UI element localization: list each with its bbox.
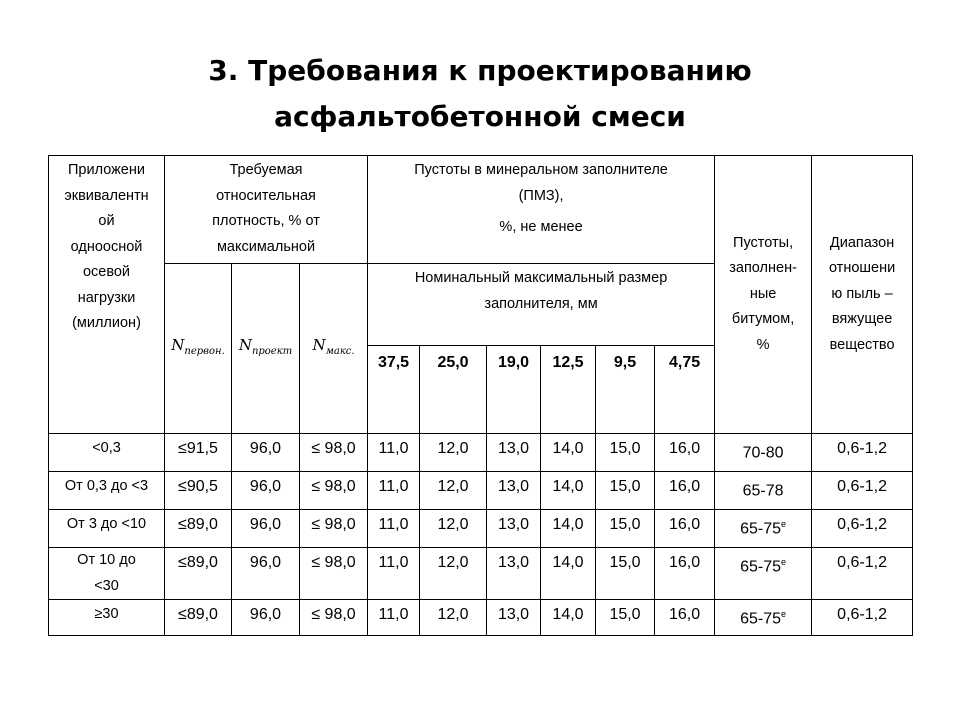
cell: ≤ 98,0: [300, 472, 368, 510]
cell: 15,0: [596, 600, 655, 636]
vfa-value: 65-75: [740, 558, 782, 576]
header-vfa-line: ные: [749, 285, 777, 302]
page-title: [0, 48, 960, 140]
header-load-line: (миллион): [72, 315, 141, 331]
cell: 16,0: [655, 600, 715, 636]
dust-cell: 0,6-1,2: [812, 600, 913, 636]
n-symbol: N: [171, 335, 185, 354]
table-row: [49, 434, 913, 472]
cell: 16,0: [655, 548, 715, 600]
vfa-value: 70-80: [742, 444, 784, 462]
header-density-line: относительная: [216, 187, 316, 204]
header-pmz-line: Пустоты в минеральном заполнителе: [414, 162, 668, 178]
cell: 16,0: [655, 510, 715, 548]
header-load-line: Приложени: [68, 162, 145, 178]
cell: 13,0: [487, 472, 541, 510]
vfa-value: 65-78: [742, 482, 784, 500]
row-load: От 10 до <30: [49, 548, 165, 600]
n-subscript: первон.: [184, 345, 225, 357]
cell: 12,0: [420, 548, 487, 600]
size-cell: 12,5: [541, 346, 596, 434]
table-row: [49, 472, 913, 510]
n-symbol: N: [238, 335, 252, 354]
cell: 11,0: [368, 472, 420, 510]
cell: 15,0: [596, 510, 655, 548]
dust-cell: 0,6-1,2: [812, 434, 913, 472]
cell: 12,0: [420, 434, 487, 472]
n-symbol: N: [312, 335, 326, 354]
n-subscript: макс.: [325, 345, 355, 357]
cell: 14,0: [541, 548, 596, 600]
header-density-line: плотность, % от: [212, 213, 320, 229]
header-load: [49, 156, 165, 434]
cell: 15,0: [596, 472, 655, 510]
table-row: [49, 548, 913, 600]
cell: 96,0: [232, 510, 300, 548]
size-cell: 4,75: [655, 346, 715, 434]
cell: 14,0: [541, 510, 596, 548]
header-load-line: осевой: [82, 264, 131, 280]
size-cell: 37,5: [368, 346, 420, 434]
vfa-cell: [715, 548, 812, 600]
header-dust-line: Диапазон: [829, 234, 895, 251]
row-load: ≥30: [49, 600, 165, 636]
cell: 11,0: [368, 600, 420, 636]
row-load: <0,3: [49, 434, 165, 472]
table-row: [49, 600, 913, 636]
header-nominal-size: [368, 264, 715, 346]
n-subscript: проект: [251, 345, 293, 357]
header-row-1: [49, 156, 913, 264]
cell: ≤89,0: [165, 510, 232, 548]
cell: 16,0: [655, 434, 715, 472]
cell: 13,0: [487, 600, 541, 636]
cell: 96,0: [232, 600, 300, 636]
header-dust-line: отношени: [828, 260, 896, 277]
cell: 12,0: [420, 510, 487, 548]
table-row: [49, 510, 913, 548]
cell: ≤ 98,0: [300, 510, 368, 548]
cell: ≤ 98,0: [300, 434, 368, 472]
vfa-note: е: [781, 519, 787, 529]
cell: 13,0: [487, 434, 541, 472]
header-load-line: ой: [98, 213, 115, 229]
cell: 16,0: [655, 472, 715, 510]
vfa-cell: [715, 434, 812, 472]
row-load: От 3 до <10: [49, 510, 165, 548]
title-line-2: асфальтобетонной смеси: [274, 100, 686, 133]
header-load-line: нагрузки: [77, 289, 136, 306]
dust-cell: 0,6-1,2: [812, 510, 913, 548]
vfa-value: 65-75: [740, 520, 782, 538]
cell: 14,0: [541, 434, 596, 472]
header-density-line: Требуемая: [229, 162, 303, 178]
header-nominal-line: заполнителя, мм: [484, 295, 598, 312]
cell: ≤89,0: [165, 600, 232, 636]
vfa-note: е: [781, 557, 787, 567]
header-n-max: [300, 264, 368, 434]
header-voids-bitumen: [715, 156, 812, 434]
header-n-initial: [165, 264, 232, 434]
header-dust-line: вяжущее: [831, 311, 893, 328]
title-line-1: 3. Требования к проектированию: [208, 54, 752, 87]
vfa-note: е: [781, 609, 787, 619]
cell: 13,0: [487, 548, 541, 600]
vfa-cell: [715, 510, 812, 548]
cell: 15,0: [596, 548, 655, 600]
dust-cell: 0,6-1,2: [812, 472, 913, 510]
header-vfa-line: заполнен-: [729, 260, 797, 277]
cell: 11,0: [368, 548, 420, 600]
cell: ≤89,0: [165, 548, 232, 600]
cell: 12,0: [420, 472, 487, 510]
cell: ≤ 98,0: [300, 600, 368, 636]
header-density-line: максимальной: [216, 238, 316, 255]
header-pmz-line: %, не менее: [499, 219, 583, 235]
header-nominal-line: Номинальный максимальный размер: [414, 270, 668, 286]
cell: 14,0: [541, 600, 596, 636]
header-density: [165, 156, 368, 264]
vfa-cell: [715, 472, 812, 510]
header-vfa-line: %: [756, 336, 770, 353]
header-pmz-line: (ПМЗ),: [518, 187, 564, 204]
header-vfa-line: битумом,: [731, 311, 795, 328]
cell: ≤91,5: [165, 434, 232, 472]
header-vfa-line: Пустоты,: [733, 234, 794, 251]
cell: 14,0: [541, 472, 596, 510]
header-dust-ratio: [812, 156, 913, 434]
cell: ≤90,5: [165, 472, 232, 510]
cell: 11,0: [368, 434, 420, 472]
cell: 15,0: [596, 434, 655, 472]
cell: 96,0: [232, 472, 300, 510]
size-cell: 9,5: [596, 346, 655, 434]
requirements-table: [48, 155, 913, 636]
header-pmz: [368, 156, 715, 264]
header-n-design: [232, 264, 300, 434]
cell: 11,0: [368, 510, 420, 548]
dust-cell: 0,6-1,2: [812, 548, 913, 600]
cell: 12,0: [420, 600, 487, 636]
vfa-cell: [715, 600, 812, 636]
header-load-line: одноосной: [70, 238, 143, 255]
cell: 13,0: [487, 510, 541, 548]
vfa-value: 65-75: [740, 610, 782, 628]
cell: ≤ 98,0: [300, 548, 368, 600]
size-cell: 25,0: [420, 346, 487, 434]
cell: 96,0: [232, 548, 300, 600]
size-cell: 19,0: [487, 346, 541, 434]
row-load: От 0,3 до <3: [49, 472, 165, 510]
cell: 96,0: [232, 434, 300, 472]
header-dust-line: ю пыль –: [831, 285, 893, 302]
header-dust-line: вещество: [829, 336, 895, 353]
header-load-line: эквивалентн: [64, 187, 149, 204]
